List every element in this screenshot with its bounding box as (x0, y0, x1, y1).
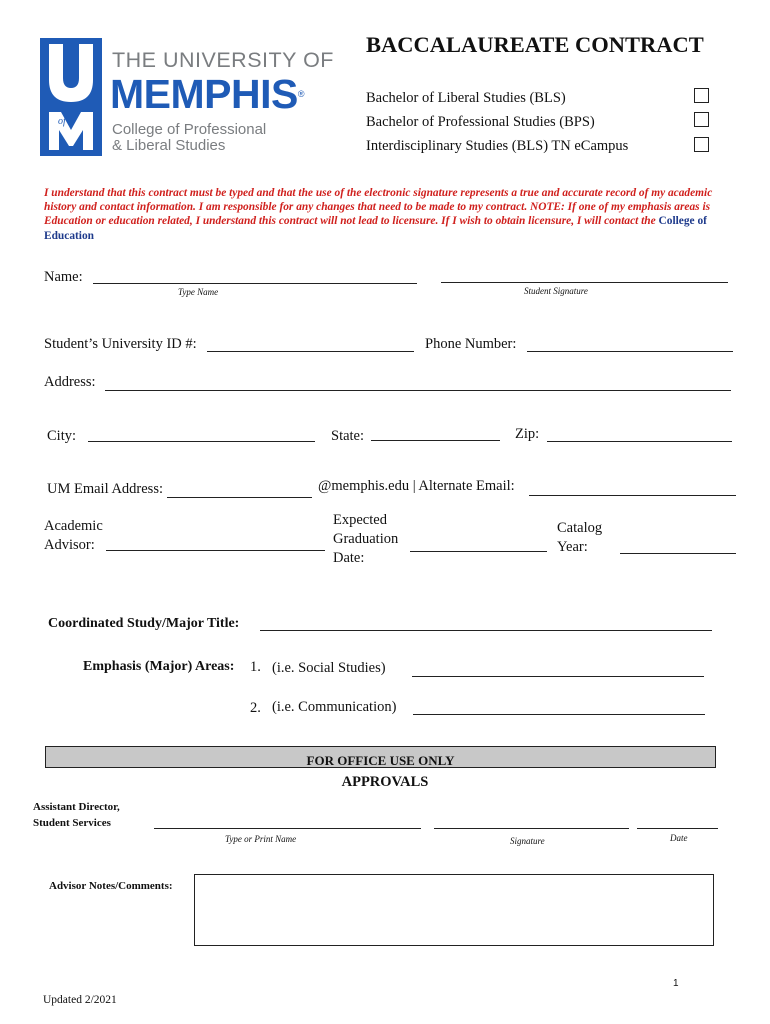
zip-label: Zip: (515, 426, 540, 442)
page-number: 1 (673, 978, 679, 989)
director-signature-field[interactable] (434, 828, 629, 829)
graduation-label (333, 511, 398, 568)
state-label: State: (331, 428, 365, 444)
emphasis-1-field[interactable] (412, 676, 704, 677)
program-bps-checkbox[interactable] (694, 112, 709, 127)
logo-line-3: College of Professional (112, 121, 267, 138)
major-title-field[interactable] (260, 630, 712, 631)
academic-advisor-field[interactable] (106, 550, 325, 551)
name-field[interactable] (93, 283, 417, 284)
graduation-label-line3: Date: (333, 550, 365, 566)
state-field[interactable] (371, 440, 500, 441)
phone-label: Phone Number: (425, 336, 517, 352)
name-label: Name: (44, 269, 83, 285)
program-bls-label: Bachelor of Liberal Studies (BLS) (366, 90, 566, 106)
emphasis-2-field[interactable] (413, 714, 705, 715)
email-domain-text: @memphis.edu | Alternate Email: (318, 478, 515, 494)
catalog-year-field[interactable] (620, 553, 736, 554)
address-field[interactable] (105, 390, 731, 391)
emphasis-label: Emphasis (Major) Areas: (83, 659, 235, 674)
phone-field[interactable] (527, 351, 733, 352)
type-name-caption: Type Name (178, 287, 219, 297)
logo-line-4: & Liberal Studies (112, 137, 226, 154)
approvals-heading: APPROVALS (341, 774, 429, 790)
catalog-label-line1: Catalog (557, 520, 603, 536)
graduation-label-line2: Graduation (333, 531, 399, 547)
signature-caption: Signature (510, 836, 545, 846)
emphasis-1-number: 1. (250, 659, 261, 675)
student-signature-field[interactable] (441, 282, 728, 283)
emphasis-2-hint: (i.e. Communication) (272, 699, 397, 715)
emphasis-2-number: 2. (250, 700, 261, 716)
logo-trademark: ® (297, 89, 304, 99)
city-field[interactable] (88, 441, 315, 442)
emphasis-1-hint: (i.e. Social Studies) (272, 660, 386, 676)
zip-field[interactable] (547, 441, 732, 442)
advisor-label (44, 517, 103, 555)
date-caption: Date (670, 833, 688, 843)
program-ecampus-checkbox[interactable] (694, 137, 709, 152)
advisor-notes-label: Advisor Notes/Comments: (49, 880, 173, 892)
catalog-label-line2: Year: (557, 539, 588, 555)
director-name-field[interactable] (154, 828, 421, 829)
um-email-field[interactable] (167, 497, 312, 498)
advisor-label-line1: Academic (44, 518, 103, 534)
program-ecampus-label: Interdisciplinary Studies (BLS) TN eCampus (366, 138, 629, 154)
university-logo (40, 38, 340, 158)
disclaimer-body: I understand that this contract must be typed and that the use of the electronic signature represents a true and accurate record of my academic history and contact information. I am responsible for any changes that need to be made to my contract. NOTE: If one of my emphasis areas is Education or education related, I understand this contract will not lead to licensure. If I wish to obtain licensure, I will contact the (44, 187, 713, 228)
alternate-email-field[interactable] (529, 495, 736, 496)
university-id-label: Student’s University ID #: (44, 336, 197, 352)
office-use-banner (45, 746, 716, 768)
assistant-director-line1: Assistant Director, (33, 801, 120, 813)
um-emblem-icon (40, 38, 102, 156)
logo-memphis: MEMPHIS (110, 71, 298, 117)
college-of-education-link[interactable]: College of Education (44, 215, 707, 242)
catalog-label (557, 519, 602, 557)
um-email-label: UM Email Address: (47, 481, 163, 497)
student-signature-caption: Student Signature (524, 286, 588, 296)
assistant-director-line2: Student Services (33, 816, 111, 829)
graduation-date-field[interactable] (410, 551, 547, 552)
assistant-director-label (33, 800, 120, 831)
major-title-label: Coordinated Study/Major Title: (48, 616, 240, 631)
advisor-notes-textarea[interactable] (194, 874, 714, 946)
director-date-field[interactable] (637, 828, 718, 829)
program-bps-label: Bachelor of Professional Studies (BPS) (366, 114, 595, 130)
updated-date: Updated 2/2021 (43, 994, 117, 1006)
address-label: Address: (44, 374, 96, 390)
logo-line-1: THE UNIVERSITY OF (112, 48, 334, 72)
emblem-of-text: of (58, 116, 66, 127)
type-print-name-caption: Type or Print Name (225, 834, 297, 844)
graduation-label-line1: Expected (333, 512, 387, 528)
page-title: BACCALAUREATE CONTRACT (366, 32, 704, 57)
office-use-banner-text: FOR OFFICE USE ONLY (306, 753, 455, 768)
logo-line-2 (110, 72, 304, 116)
university-id-field[interactable] (207, 351, 414, 352)
advisor-label-line2: Advisor: (44, 537, 95, 553)
program-bls-checkbox[interactable] (694, 88, 709, 103)
city-label: City: (47, 428, 77, 444)
disclaimer-text (44, 186, 734, 243)
